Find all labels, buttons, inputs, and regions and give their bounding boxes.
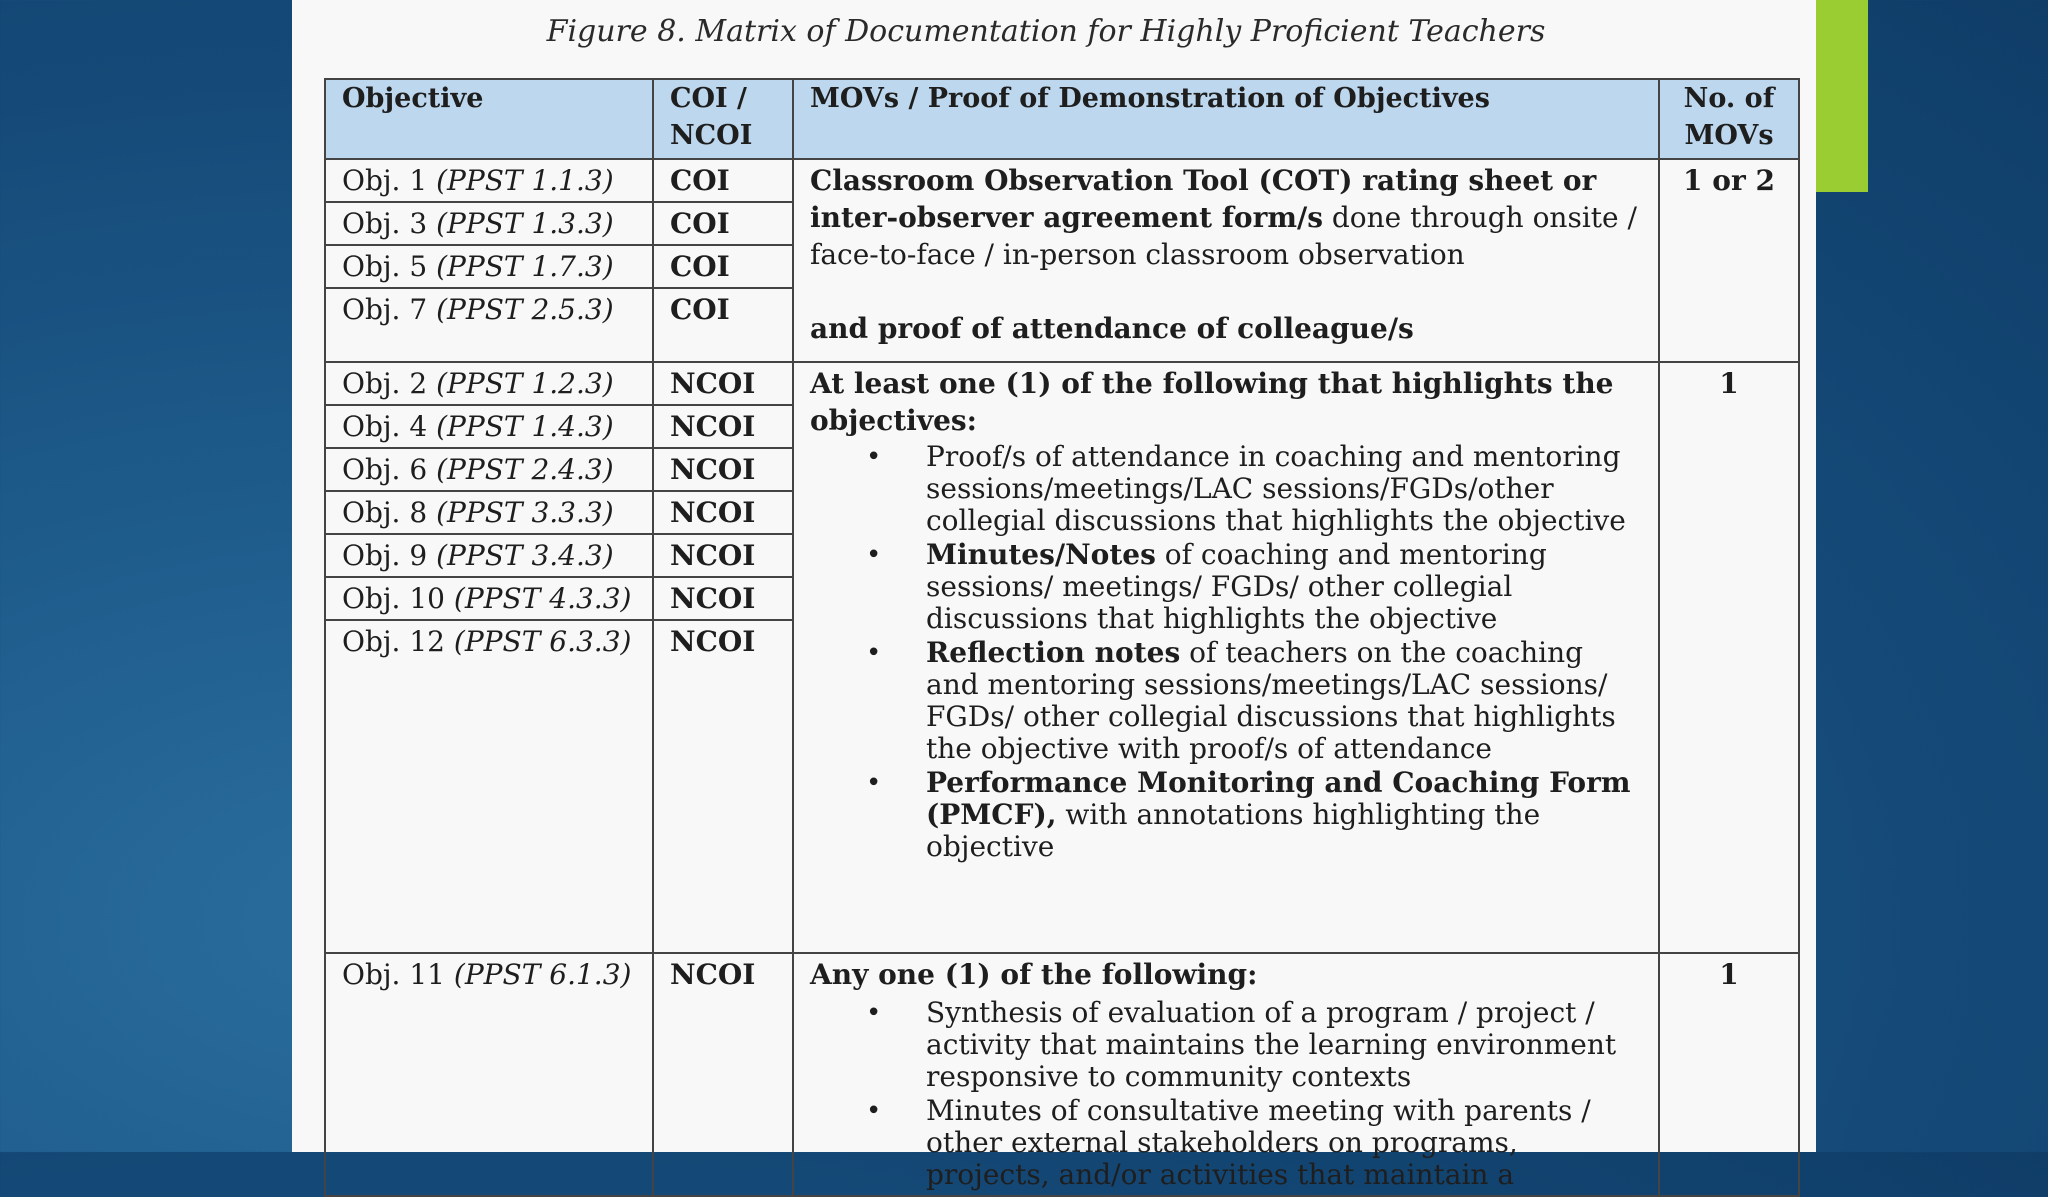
objective-label: Obj. 10: [342, 582, 445, 615]
mov-item-text: of teachers on the coaching and mentoring sessions/meetings/LAC sessions/ FGDs/ other collegial discussions that highlights the objective with proof/s of attendance: [926, 636, 1616, 765]
objective-cell: [325, 448, 653, 491]
table-row: [325, 953, 1799, 1196]
mov-cot-text: done through onsite / face-to-face / in-person classroom observation: [810, 201, 1637, 271]
table-row: [325, 362, 1799, 405]
objective-label: Obj. 6: [342, 453, 428, 486]
objective-label: Obj. 7: [342, 293, 428, 326]
coi-cell: COI: [653, 159, 793, 202]
header-count-line1: No. of: [1683, 83, 1775, 114]
list-item: [926, 637, 1644, 765]
objective-label: Obj. 12: [342, 625, 445, 658]
objective-label: Obj. 1: [342, 164, 428, 197]
ppst-ref: (PPST 6.1.3): [453, 958, 632, 991]
objective-cell: [325, 534, 653, 577]
objective-label: Obj. 11: [342, 958, 445, 991]
coi-cell: NCOI: [653, 620, 793, 953]
header-objective: Objective: [325, 79, 653, 159]
mov-item-text: with annotations highlighting the objective: [926, 798, 1541, 863]
mov-cell-obj11: [793, 953, 1659, 1196]
objective-cell: [325, 245, 653, 288]
ppst-ref: (PPST 1.2.3): [436, 367, 614, 400]
header-row: [325, 79, 1799, 159]
ppst-ref: (PPST 2.4.3): [436, 453, 614, 486]
list-item: [926, 539, 1644, 635]
header-coi-line1: COI /: [670, 83, 747, 114]
mov-ncoi-list: [810, 441, 1644, 863]
objective-cell: [325, 620, 653, 953]
header-coi-ncoi: [653, 79, 793, 159]
mov-cot-attendance: and proof of attendance of colleague/s: [810, 312, 1414, 345]
mov-item-text: Minutes of consultative meeting with parents / other external stakeholders on programs, projects, and/or activities that maintain a: [926, 1094, 1591, 1191]
coi-cell: COI: [653, 245, 793, 288]
coi-cell: COI: [653, 288, 793, 362]
ppst-ref: (PPST 6.3.3): [453, 625, 632, 658]
objective-cell: [325, 288, 653, 362]
mov-cell-ncoi: [793, 362, 1659, 953]
figure-caption: Figure 8. Matrix of Documentation for Highly Proficient Teachers: [546, 14, 1546, 49]
coi-cell: NCOI: [653, 491, 793, 534]
coi-cell: NCOI: [653, 448, 793, 491]
mov-item-bold: Minutes/Notes: [926, 538, 1156, 571]
documentation-matrix-table: [324, 78, 1800, 1197]
objective-label: Obj. 9: [342, 539, 428, 572]
mov-count-cell: 1: [1659, 953, 1799, 1196]
mov-obj11-intro: Any one (1) of the following:: [810, 958, 1258, 991]
accent-bar: [1816, 0, 1868, 192]
coi-cell: NCOI: [653, 577, 793, 620]
mov-item-text: Synthesis of evaluation of a program / project / activity that maintains the learning environment responsive to community contexts: [926, 996, 1617, 1093]
coi-cell: NCOI: [653, 362, 793, 405]
mov-obj11-list: [810, 997, 1644, 1191]
ppst-ref: (PPST 1.1.3): [436, 164, 614, 197]
list-item: [926, 767, 1644, 863]
ppst-ref: (PPST 1.7.3): [436, 250, 614, 283]
mov-ncoi-intro: At least one (1) of the following that highlights the objectives:: [810, 367, 1614, 437]
coi-cell: COI: [653, 202, 793, 245]
ppst-ref: (PPST 2.5.3): [436, 293, 614, 326]
mov-count-cell: 1: [1659, 362, 1799, 953]
mov-item-bold: Performance Monitoring and Coaching Form (PMCF),: [926, 766, 1631, 831]
ppst-ref: (PPST 4.3.3): [453, 582, 632, 615]
objective-label: Obj. 8: [342, 496, 428, 529]
ppst-ref: (PPST 3.3.3): [436, 496, 614, 529]
ppst-ref: (PPST 1.4.3): [436, 410, 614, 443]
objective-cell: [325, 953, 653, 1196]
objective-label: Obj. 4: [342, 410, 428, 443]
objective-cell: [325, 202, 653, 245]
coi-cell: NCOI: [653, 953, 793, 1196]
objective-cell: [325, 159, 653, 202]
mov-item-text: of coaching and mentoring sessions/ meetings/ FGDs/ other collegial discussions that highlights the objective: [926, 538, 1547, 635]
list-item: [926, 997, 1644, 1093]
header-movs: MOVs / Proof of Demonstration of Objectives: [793, 79, 1659, 159]
coi-cell: NCOI: [653, 405, 793, 448]
table-row: [325, 159, 1799, 202]
coi-cell: NCOI: [653, 534, 793, 577]
objective-label: Obj. 2: [342, 367, 428, 400]
mov-cell-cot: [793, 159, 1659, 362]
mov-count-cell: 1 or 2: [1659, 159, 1799, 362]
ppst-ref: (PPST 3.4.3): [436, 539, 614, 572]
objective-cell: [325, 362, 653, 405]
list-item: [926, 1095, 1644, 1191]
objective-cell: [325, 405, 653, 448]
list-item: [926, 441, 1644, 537]
objective-cell: [325, 577, 653, 620]
mov-item-text: Proof/s of attendance in coaching and mentoring sessions/meetings/LAC sessions/FGDs/other collegial discussions that highlights the objective: [926, 440, 1626, 537]
ppst-ref: (PPST 1.3.3): [436, 207, 614, 240]
header-count-line2: MOVs: [1684, 120, 1774, 151]
document-page: [292, 0, 1816, 1191]
objective-label: Obj. 5: [342, 250, 428, 283]
objective-label: Obj. 3: [342, 207, 428, 240]
header-coi-line2: NCOI: [670, 120, 753, 151]
header-no-of-movs: [1659, 79, 1799, 159]
mov-cot-bold: Classroom Observation Tool (COT) rating sheet or inter-observer agreement form/s: [810, 164, 1597, 234]
mov-item-bold: Reflection notes: [926, 636, 1181, 669]
objective-cell: [325, 491, 653, 534]
